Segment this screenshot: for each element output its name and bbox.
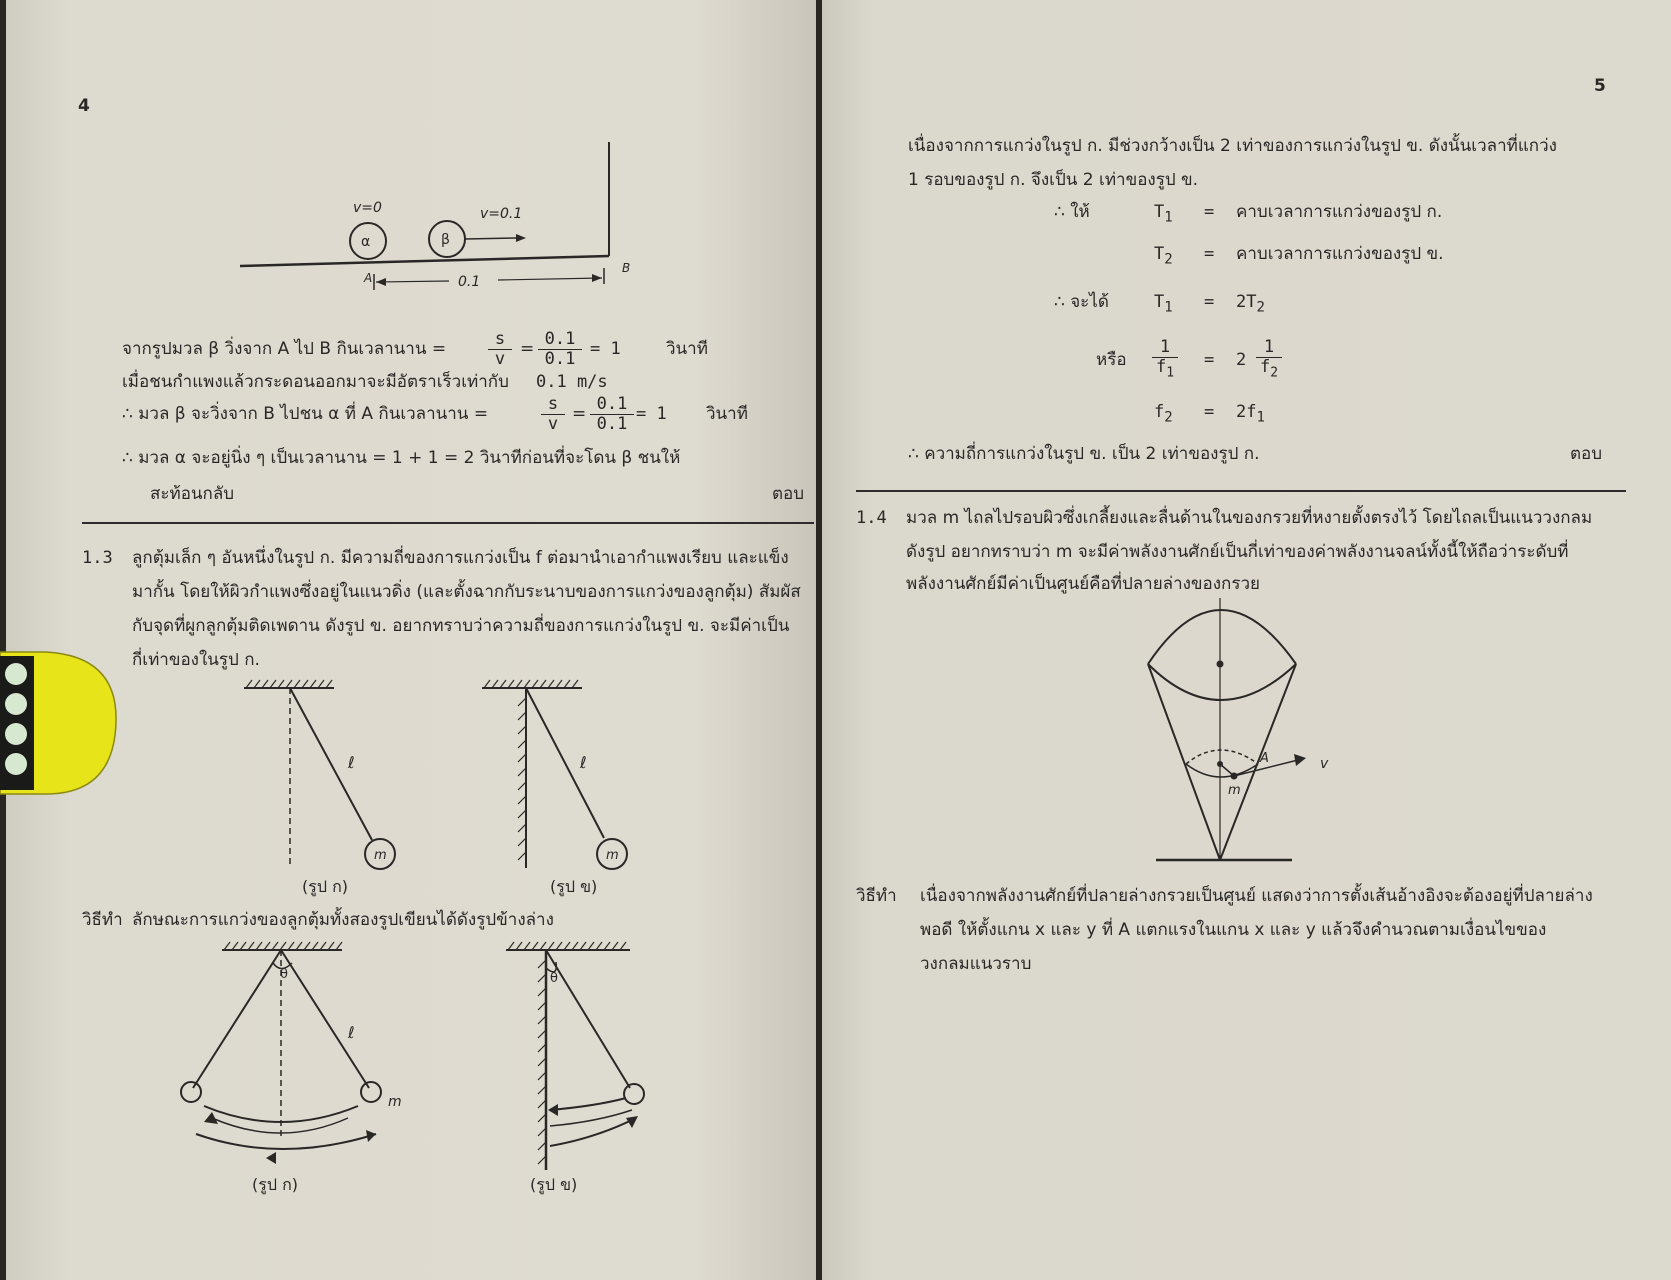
right-page: [822, 0, 1671, 1280]
label-m-b: m: [606, 848, 619, 863]
eq4-coef: 2: [1236, 350, 1247, 370]
divider-left: [82, 522, 814, 524]
eq4-fraction-left: $\frac{1}{f_1}$: [1152, 338, 1178, 380]
eq3-equals: =: [1204, 292, 1215, 312]
text-line-3: ∴ มวล β จะวิ่งจาก B ไปชน α ที่ A กินเวลานาน =: [122, 404, 489, 424]
answer-label-right: ตอบ: [1570, 444, 1603, 464]
caption-b: (รูป ข): [550, 877, 598, 896]
question-1-3-line-1: ลูกตุ้มเล็ก ๆ อันหนึ่งในรูป ก. มีความถี่ของการแกว่งเป็น f ต่อมานำเอากำแพงเรียบ และแข็ง: [132, 548, 789, 568]
eq5-equals: =: [1204, 402, 1215, 422]
eq1-rhs: คาบเวลาการแกว่งของรูป ก.: [1236, 202, 1443, 222]
eq1-prefix: ∴ ให้: [1054, 202, 1090, 222]
conclusion-text: ∴ ความถี่การแกว่งในรูป ข. เป็น 2 เท่าของรูป ก.: [908, 444, 1260, 464]
answer-label-left: ตอบ: [772, 484, 805, 504]
fraction-s-v-2: $\frac{s}{v}$: [541, 395, 565, 433]
solution-label-right: วิธีทำ: [856, 886, 897, 906]
swing-figure-a: [176, 938, 426, 1198]
label-l-a: ℓ: [348, 753, 355, 772]
eq4-fraction-right: $\frac{1}{f_2}$: [1256, 338, 1282, 380]
page-number-left: 4: [78, 96, 90, 116]
label-v1: v=0.1: [480, 206, 523, 222]
result-2: = 1: [636, 404, 667, 424]
cone-label-m: m: [1228, 783, 1241, 798]
cone-label-v: v: [1320, 756, 1329, 772]
label-l-b: ℓ: [580, 753, 587, 772]
text-line-1: จากรูปมวล β วิ่งจาก A ไป B กินเวลานาน =: [122, 339, 447, 359]
solution-label-left: วิธีทำ: [82, 910, 123, 930]
label-alpha: α: [361, 234, 371, 250]
label-distance: 0.1: [458, 274, 481, 290]
eq5-lhs: $f_2$: [1154, 402, 1173, 426]
eq1-lhs: $T_1$: [1154, 202, 1173, 226]
pendulum-figure-a: [236, 678, 416, 908]
label-v0: v=0: [353, 200, 382, 216]
caption-c: (รูป ก): [252, 1175, 299, 1194]
label-beta: β: [441, 232, 450, 248]
eq4-prefix: หรือ: [1096, 350, 1127, 370]
question-1-3-line-4: กี่เท่าของในรูป ก.: [132, 650, 260, 670]
text-line-4: ∴ มวล α จะอยู่นิ่ง ๆ เป็นเวลานาน = 1 + 1 = 2 วินาทีก่อนที่จะโดน β ชนให้: [122, 448, 681, 468]
label-m-c: m: [388, 1094, 402, 1110]
eq3-prefix: ∴ จะได้: [1054, 292, 1109, 312]
solution-text-left: ลักษณะการแกว่งของลูกตุ้มทั้งสองรูปเขียนได้ดังรูปข้างล่าง: [132, 910, 554, 930]
text-line-2: เมื่อชนกำแพงแล้วกระดอนออกมาจะมีอัตราเร็วเท่ากับ: [122, 372, 509, 392]
question-1-4-line-1: มวล m ไถลไปรอบผิวซึ่งเกลี้ยงและลื่นด้านในของกรวยที่หงายตั้งตรงไว้ โดยไถลเป็นแนววงกลม: [906, 508, 1593, 528]
solution-line-2: พอดี ให้ตั้งแกน x และ y ที่ A แตกแรงในแกน x และ y แล้วจึงคำนวณตามเงื่อนไขของ: [920, 920, 1547, 940]
unit-seconds-1: วินาที: [666, 339, 708, 359]
question-1-3-line-3: กับจุดที่ผูกลูกตุ้มติดเพดาน ดังรูป ข. อยากทราบว่าความถี่ของการแกว่งในรูป ข. จะมีค่าเป็น: [132, 616, 790, 636]
fraction-01-01-2: $\frac{0.1}{0.1}$: [590, 395, 634, 433]
pendulum-figure-b: [476, 678, 656, 908]
fraction-01-01-1: $\frac{0.1}{0.1}$: [538, 330, 582, 368]
question-1-4-line-2: ดังรูป อยากทราบว่า m จะมีค่าพลังงานศักย์เป็นกี่เท่าของค่าพลังงานจลน์ทั้งนี้ให้ถือว่าระดับที่: [906, 542, 1569, 562]
caption-d: (รูป ข): [530, 1175, 578, 1194]
equals-sign: =: [520, 339, 535, 359]
result-1: = 1: [590, 339, 621, 359]
text-line-5: สะท้อนกลับ: [150, 484, 235, 504]
label-theta-b: θ: [550, 971, 558, 986]
eq5-rhs: $2f_1$: [1236, 402, 1265, 426]
eq2-rhs: คาบเวลาการแกว่งของรูป ข.: [1236, 244, 1444, 264]
eq1-equals: =: [1204, 202, 1215, 222]
label-theta-a: θ: [280, 967, 288, 982]
eq4-equals: =: [1204, 350, 1215, 370]
equals-sign-2: =: [572, 404, 587, 424]
label-l-c: ℓ: [348, 1023, 355, 1042]
caption-a: (รูป ก): [302, 877, 349, 896]
label-A: A: [364, 271, 373, 285]
speed-value: 0.1 m/s: [536, 372, 608, 392]
label-m-a: m: [374, 848, 387, 863]
solution-line-1: เนื่องจากพลังงานศักย์ที่ปลายล่างกรวยเป็นศูนย์ แสดงว่าการตั้งเส้นอ้างอิงจะต้องอยู่ที่ปลายล่าง: [920, 886, 1593, 906]
cone-figure: [1148, 596, 1388, 866]
question-1-4-line-3: พลังงานศักย์มีค่าเป็นศูนย์คือที่ปลายล่างของกรวย: [906, 574, 1260, 594]
swing-figure-b: [496, 938, 696, 1198]
eq3-lhs: $T_1$: [1154, 292, 1173, 316]
eraser-object: [0, 648, 118, 798]
eq2-equals: =: [1204, 244, 1215, 264]
collision-figure: [216, 138, 631, 298]
cone-label-A: A: [1260, 751, 1269, 766]
eq3-rhs: $2T_2$: [1236, 292, 1265, 316]
fraction-s-v-1: $\frac{s}{v}$: [488, 330, 512, 368]
paragraph-line-2: 1 รอบของรูป ก. จึงเป็น 2 เท่าของรูป ข.: [908, 170, 1199, 190]
page-number-right: 5: [1594, 76, 1606, 96]
unit-seconds-2: วินาที: [706, 404, 748, 424]
question-1-3-line-2: มากั้น โดยให้ผิวกำแพงซึ่งอยู่ในแนวดิ่ง (และตั้งฉากกับระนาบของการแกว่งของลูกตุ้ม) สัมผัส: [132, 582, 801, 602]
divider-right: [856, 490, 1626, 492]
paragraph-line-1: เนื่องจากการแกว่งในรูป ก. มีช่วงกว้างเป็น 2 เท่าของการแกว่งในรูป ข. ดังนั้นเวลาที่แกว่ง: [908, 136, 1557, 156]
eq2-lhs: $T_2$: [1154, 244, 1173, 268]
label-B: B: [622, 261, 631, 275]
left-page: [6, 0, 816, 1280]
solution-line-3: วงกลมแนวราบ: [920, 954, 1032, 974]
question-number-1-4: 1.4: [856, 508, 887, 528]
question-number-1-3: 1.3: [82, 548, 113, 568]
